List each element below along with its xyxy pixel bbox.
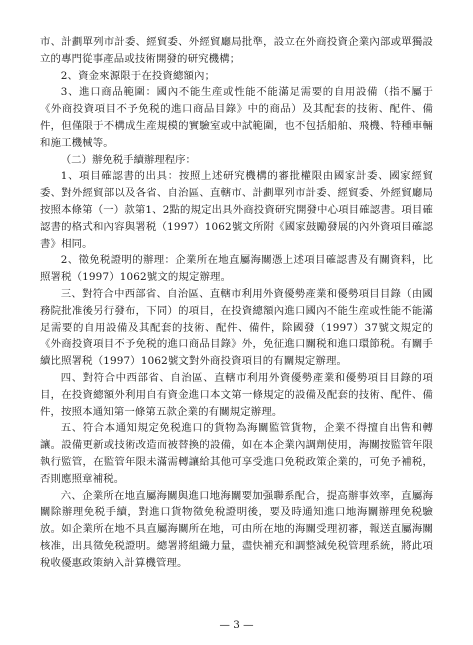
paragraph-article-six: 六、企業所在地直屬海關與進口地海關要加强聯系配合，提高辦事效率，直屬海關除辦理免税手續，對進口貨物徵免稅證明後，要及時通知進口地海關辦理免税驗放。如企業所在地不具直屬海關所在地，可由所在地的海關受理初審，報送直屬海關核准，出具徵免税證明。總署將組織力量，盡快補充和調整減免税管理系統，將此項稅收優惠政策納入計算機管理。 [40, 489, 433, 569]
paragraph-continuation: 市、計劃單列市計委、經貿委、外經貿廳局批準，設立在外商投資企業內部或單獨設立的專門從事產品或技術開發的研究機構； [40, 36, 433, 65]
paragraph-funding-source: 2、資金來源限于在投資總額內； [60, 69, 216, 82]
paragraph-confirmation-letter: 1、項目確認書的出具：按照上述研究機構的審批權限由國家計委、國家經貿委、對外經貿部以及各省、自治區、直轄市、計劃單列市計委、經貿委、外經貿廳局按照本條第（一）款第1、2點的規定出具外商投資研究開發中心項目確認書。項目確認書的格式和內容與署税（1997）1062號文所附《國家鼓勵發展的內外資項目確認書》相同。 [40, 170, 433, 250]
paragraph-article-four: 四、對符合中西部省、自治區、直轄市利用外資優勢產業和優勢項目目錄的項目，在投資總額外利用自有資金進口本文第一條規定的設備及配套的技術、配件、備件，按照本通知第一條第五款企業的有關規定辦理。 [40, 371, 433, 418]
page-number: — 3 — [219, 619, 254, 631]
paragraph-exemption-certificate: 2、徵免税證明的辦理：企業所在地直屬海關憑上述項目確認書及有關資料，比照署税（1997）1062號文的規定辦理。 [40, 254, 433, 284]
section-heading-procedure: （二）辦免税手續辦理程序： [60, 153, 196, 166]
paragraph-import-scope: 3、進口商品範圍：國內不能生産或性能不能滿足需要的自用設備（指不屬于《外商投資項目不予免税的進口商品目錄》中的商品）及其配套的技術、配件、備件，但僅限于不構成生産規模的實驗室或中試範圍，也不包括船舶、飛機、特種車輛和施工機械等。 [40, 86, 433, 149]
paragraph-article-five: 五、符合本通知規定免税進口的貨物為海關監管貨物，企業不得擅自出售和轉讓。設備更新或技術改造而被替換的設備，如在本企業內調劑使用，海關按監管年限執行監管，在監管年限未滿需轉讓給其他可享受進口免税政策企業的，可免予補税，否則應照章補税。 [40, 422, 433, 485]
paragraph-article-three: 三、對符合中西部省、自治區、直轄市利用外資優勢產業和優勢項目目錄（由國務院批准後另行發布，下同）的項目，在投資總額內進口國內不能生産或性能不能滿足需要的自用設備及其配套的技術、配件、備件，除國發（1997）37號文規定的《外商投資項目不予免税的進口商品目錄》外，免征進口關税和進口環節税。有關手續比照署税（1997）1062號文對外商投資項目的有關規定辦理。 [40, 287, 433, 368]
